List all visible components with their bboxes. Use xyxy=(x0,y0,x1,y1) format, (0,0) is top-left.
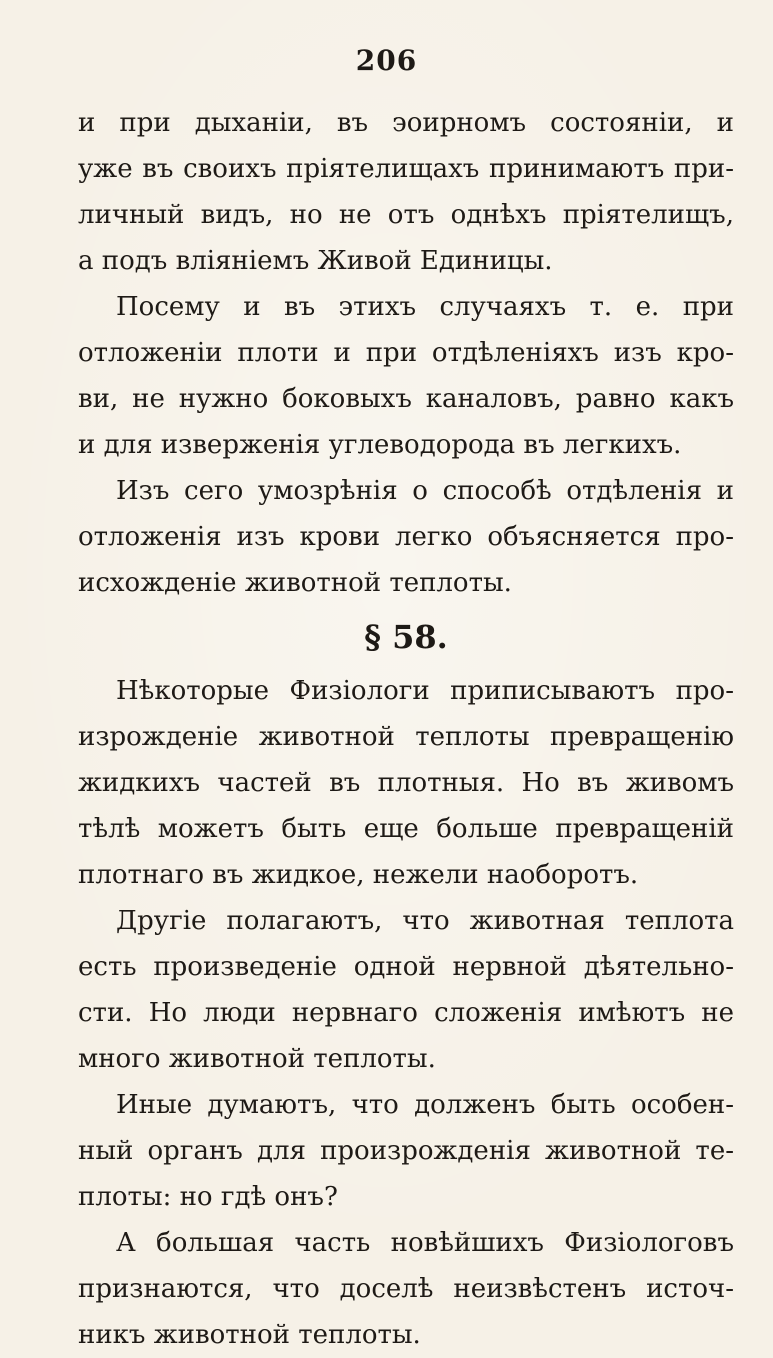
text-line-2: уже въ своихъ пріятелищахъ принимаютъ при- xyxy=(78,154,734,184)
text-line-19: сти. Но люди нервнаго сложенія имѣютъ не xyxy=(78,998,734,1028)
page-number: 206 xyxy=(355,44,418,77)
text-line-17: Другіе полагаютъ, что животная теплота xyxy=(116,906,734,936)
text-line-21: Иные думаютъ, что долженъ быть особен- xyxy=(116,1090,734,1120)
text-line-14: жидкихъ частей въ плотныя. Но въ живомъ xyxy=(78,768,734,798)
text-line-11: исхожденіе животной теплоты. xyxy=(78,568,512,598)
text-line-23: плоты: но гдѣ онъ? xyxy=(78,1182,338,1212)
text-line-20: много животной теплоты. xyxy=(78,1044,436,1074)
text-line-10: отложенія изъ крови легко объясняется про- xyxy=(78,522,734,552)
section-heading: § 58. xyxy=(364,618,448,656)
text-line-16: плотнаго въ жидкое, нежели наоборотъ. xyxy=(78,860,639,890)
text-line-3: личный видъ, но не отъ однѣхъ пріятелищъ, xyxy=(78,200,734,230)
text-line-12: Нѣкоторые Физіологи приписываютъ про- xyxy=(116,676,734,706)
text-line-4: а подъ вліяніемъ Живой Единицы. xyxy=(78,246,553,276)
text-line-26: никъ животной теплоты. xyxy=(78,1320,421,1350)
text-line-5: Посему и въ этихъ случаяхъ т. е. при xyxy=(116,292,734,322)
text-line-7: ви, не нужно боковыхъ каналовъ, равно какъ xyxy=(78,384,734,414)
text-line-13: изрожденіе животной теплоты превращенію xyxy=(78,722,734,752)
text-line-15: тѣлѣ можетъ быть еще больше превращеній xyxy=(78,814,734,844)
text-line-24: А большая часть новѣйшихъ Физіологовъ xyxy=(116,1228,734,1258)
text-line-22: ный органъ для произрожденія животной те- xyxy=(78,1136,734,1166)
page-body xyxy=(78,100,734,1358)
text-line-1: и при дыханіи, въ эоирномъ состояніи, и xyxy=(78,108,734,138)
text-line-6: отложеніи плоти и при отдѣленіяхъ изъ кро- xyxy=(78,338,734,368)
text-line-8: и для изверженія углеводорода въ легкихъ. xyxy=(78,430,682,460)
text-line-9: Изъ сего умозрѣнія о способѣ отдѣленія и xyxy=(116,476,734,506)
text-line-18: есть произведеніе одной нервной дѣятельно- xyxy=(78,952,734,982)
text-line-25: признаются, что доселѣ неизвѣстенъ источ- xyxy=(78,1274,734,1304)
